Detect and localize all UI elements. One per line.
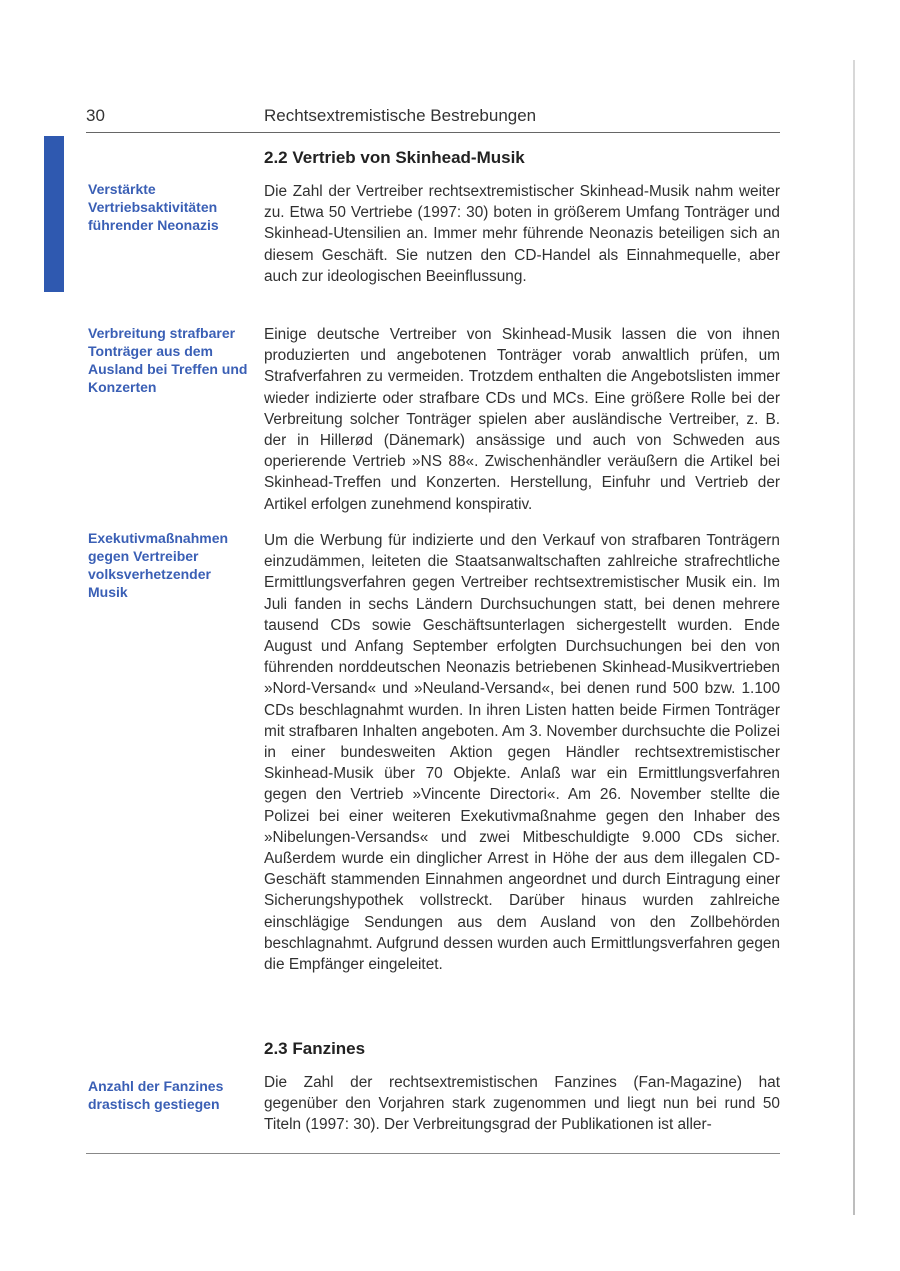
chapter-marker-bar xyxy=(44,136,64,292)
section-heading-vertrieb: 2.2 Vertrieb von Skinhead-Musik xyxy=(264,148,525,167)
section-heading-fanzines: 2.3 Fanzines xyxy=(264,1039,366,1058)
paragraph-fanzines: Die Zahl der rechtsextremistischen Fanzines (Fan-Magazine) hat gegenüber den Vorjahren stark zugenommen und liegt nun bei rund 50 Titeln (1997: 30). Der Verbreitungsgrad der Publikationen ist aller- xyxy=(264,1074,780,1134)
page-number: 30 xyxy=(86,106,105,125)
margin-note-vertriebsaktivitaeten: Verstärkte Vertriebsaktivitäten führender Neonazis xyxy=(88,181,219,233)
margin-note-ausland: Verbreitung strafbarer Tonträger aus dem Ausland bei Treffen und Konzerten xyxy=(88,325,248,395)
footer-rule xyxy=(86,1153,780,1154)
margin-note-exekutivmassnahmen: Exekutivmaßnahmen gegen Vertreiber volksverhetzender Musik xyxy=(88,530,229,600)
running-title: Rechtsextremistische Bestrebungen xyxy=(264,106,537,125)
margin-note-fanzines: Anzahl der Fanzines drastisch gestiegen xyxy=(88,1078,224,1112)
scan-edge-shadow xyxy=(853,60,855,1215)
header-rule xyxy=(86,132,780,133)
paragraph-exekutivmassnahmen: Um die Werbung für indizierte und den Verkauf von strafbaren Tonträgern einzudämmen, leiteten die Staatsanwaltschaften zahlreiche strafrechtliche Ermittlungsverfahren gegen Vertreiber rechtsextremistischer Musik ein. Im Juli fanden in sechs Ländern Durchsuchungen statt, bei denen mehrere tausend CDs sowie Geschäftsunterlagen sichergestellt wurden. Ende August und Anfang September erfolgten Durchsuchungen bei den von führenden norddeutschen Neonazis betriebenen Skinhead-Musikvertrieben »Nord-Versand« und »Neuland-Versand«, bei denen rund 500 bzw. 1.100 CDs beschlagnahmt wurden. In ihren Listen hatten beide Firmen Tonträger mit strafbaren Inhalten angeboten. Am 3. November durchsuchte die Polizei in einer bundesweiten Aktion gegen Händler rechtsextremistischer Skinhead-Musik über 70 Objekte. Anlaß war ein Ermittlungsverfahren gegen den Vertrieb »Vincente Directori«. Am 26. November stellte die Polizei bei einer weiteren Exekutivmaßnahme gegen den Inhaber des »Nibelungen-Versands« und zwei Mitbeschuldigte 9.000 CDs sicher. Außerdem wurde ein dinglicher Arrest in Höhe der aus dem illegalen CD-Geschäft stammenden Einnahmen angeordnet und durch Eintragung einer Sicherungshypothek vollstreckt. Darüber hinaus wurden zahlreiche einschlägige Sendungen aus dem Ausland von den Zollbehörden beschlagnahmt. Aufgrund dessen wurden auch Ermittlungsverfahren gegen die Empfänger eingeleitet. xyxy=(264,532,780,974)
paragraph-vertreiber-zahl: Die Zahl der Vertreiber rechtsextremistischer Skinhead-Musik nahm weiter zu. Etwa 50 Vertriebe (1997: 30) boten in größerem Umfang Tonträger und Skinhead-Utensilien an. Immer mehr führende Neonazis beteiligen sich an diesem Geschäft. Sie nutzen den CD-Handel als Einnahmequelle, aber auch zur ideologischen Beeinflussung. xyxy=(264,183,780,285)
paragraph-auslaendische-vertreiber: Einige deutsche Vertreiber von Skinhead-Musik lassen die von ihnen produzierten und angebotenen Tonträger vorab anwaltlich prüfen, um Strafverfahren zu vermeiden. Trotzdem enthalten die Angebotslisten immer wieder indizierte oder strafbare CDs und MCs. Eine größere Rolle bei der Verbreitung solcher Tonträger spielen aber ausländische Vertreiber, z. B. der in Hillerød (Dänemark) ansässige und auch von Schweden aus operierende Vertrieb »NS 88«. Zwischenhändler veräußern die Artikel bei Skinhead-Treffen und Konzerten. Herstellung, Einfuhr und Vertrieb der Artikel erfolgen zunehmend konspirativ. xyxy=(264,326,780,513)
